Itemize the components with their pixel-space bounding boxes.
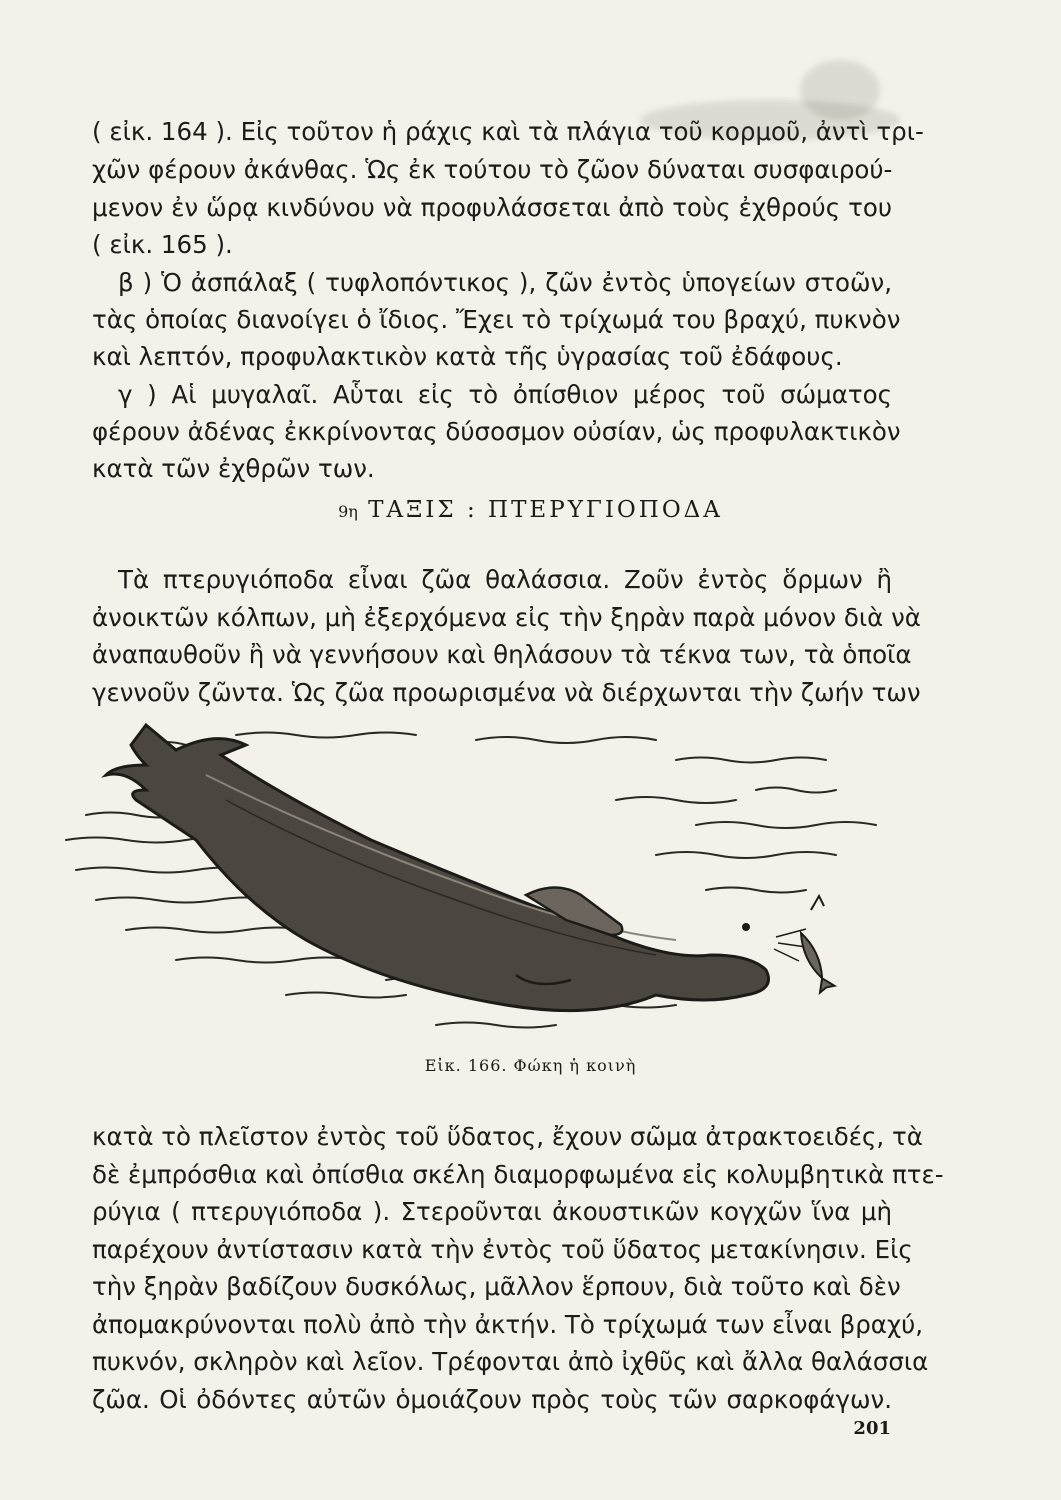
text-line: β ) Ὁ ἀσπάλαξ ( τυφλοπόντικος ), ζῶν ἐντὸς ὑπογείων στοῶν,: [118, 268, 892, 297]
heading-title: ΤΑΞΙΣ : ΠΤΕΡΥΓΙΟΠΟΔΑ: [368, 497, 723, 523]
seal-eye: [742, 923, 750, 931]
seal-illustration: [56, 705, 886, 1055]
fish: [794, 930, 835, 993]
splash-mark: [811, 896, 824, 910]
text-line: ρύγια ( πτερυγιόποδα ). Στεροῦνται ἀκουστικῶν κογχῶν ἵνα μὴ: [92, 1197, 892, 1226]
text-line: δὲ ἐμπρόσθια καὶ ὀπίσθια σκέλη διαμορφωμένα εἰς κολυμβητικὰ πτε-: [92, 1160, 944, 1189]
text-line: φέρουν ἀδένας ἐκκρίνοντας δύσοσμον οὐσίαν, ὡς προφυλακτικὸν: [92, 417, 901, 446]
text-line: ( εἰκ. 164 ). Εἰς τοῦτον ἡ ράχις καὶ τὰ πλάγια τοῦ κορμοῦ, ἀντὶ τρι-: [92, 117, 924, 146]
text-line: παρέχουν ἀντίστασιν κατὰ τὴν ἐντὸς τοῦ ὕδατος μετακίνησιν. Εἰς: [92, 1235, 913, 1264]
text-line: ἀναπαυθοῦν ἢ νὰ γεννήσουν καὶ θηλάσουν τὰ τέκνα των, τὰ ὁποῖα: [92, 640, 912, 669]
text-line: κατὰ τῶν ἐχθρῶν των.: [92, 454, 375, 483]
text-line: καὶ λεπτόν, προφυλακτικὸν κατὰ τῆς ὑγρασίας τοῦ ἐδάφους.: [92, 342, 843, 371]
text-line: γ ) Αἱ μυγαλαῖ. Αὗται εἰς τὸ ὀπίσθιον μέρος τοῦ σώματος: [118, 380, 892, 409]
text-line: κατὰ τὸ πλεῖστον ἐντὸς τοῦ ὕδατος, ἔχουν σῶμα ἀτρακτοειδές, τὰ: [92, 1122, 923, 1151]
text-line: τὰς ὁποίας διανοίγει ὁ ἴδιος. Ἔχει τὸ τρίχωμά του βραχύ, πυκνὸν: [92, 305, 901, 334]
text-line: πυκνόν, σκληρὸν καὶ λεῖον. Τρέφονται ἀπὸ ἰχθῦς καὶ ἄλλα θαλάσσια: [92, 1347, 929, 1376]
section-heading: [0, 497, 1061, 523]
heading-number: 9η: [338, 502, 358, 521]
text-line: Τὰ πτερυγιόποδα εἶναι ζῶα θαλάσσια. Ζοῦν ἐντὸς ὅρμων ἢ: [118, 565, 892, 594]
text-line: τὴν ξηρὰν βαδίζουν δυσκόλως, μᾶλλον ἕρπουν, διὰ τοῦτο καὶ δὲν: [92, 1272, 901, 1301]
text-line: μενον ἐν ὥρᾳ κινδύνου νὰ προφυλάσσεται ἀπὸ τοὺς ἐχθρούς του: [92, 193, 892, 222]
text-line: γεννοῦν ζῶντα. Ὡς ζῶα προωρισμένα νὰ διέρχωνται τὴν ζωήν των: [92, 678, 921, 707]
text-line: ἀνοικτῶν κόλπων, μὴ ἐξερχόμενα εἰς τὴν ξηρὰν παρὰ μόνον διὰ νὰ: [92, 603, 921, 632]
text-line: χῶν φέρουν ἀκάνθας. Ὡς ἐκ τούτου τὸ ζῶον δύναται συσφαιρού-: [92, 155, 893, 184]
page-number: 201: [853, 1418, 891, 1439]
figure-caption: Εἰκ. 166. Φώκη ἡ κοινὴ: [424, 1056, 637, 1075]
print-smudge: [800, 60, 880, 120]
text-line: ἀπομακρύνονται πολὺ ἀπὸ τὴν ἀκτήν. Τὸ τρίχωμά των εἶναι βραχύ,: [92, 1310, 924, 1339]
text-line: ( εἰκ. 165 ).: [92, 230, 233, 259]
text-line: ζῶα. Οἱ ὀδόντες αὐτῶν ὁμοιάζουν πρὸς τοὺς τῶν σαρκοφάγων.: [92, 1385, 892, 1414]
